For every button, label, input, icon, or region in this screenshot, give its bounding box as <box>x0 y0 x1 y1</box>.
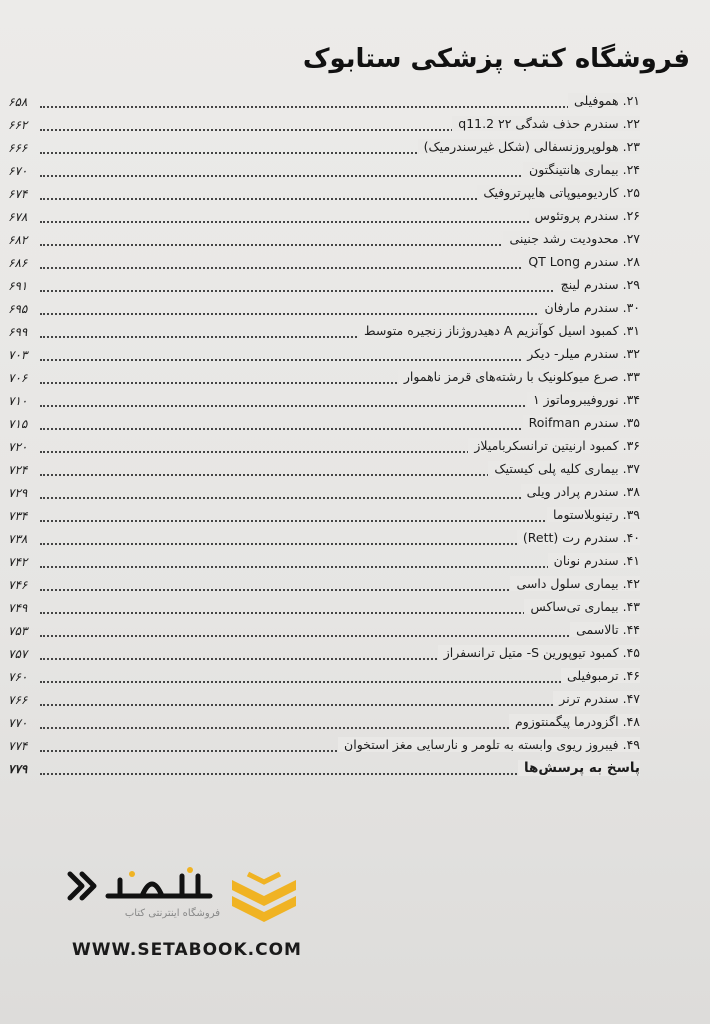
toc-entry-title: پاسخ به پرسش‌ها <box>518 760 640 776</box>
toc-page-number: ۶۶۶ <box>8 141 28 155</box>
toc-page-number: ۷۵۳ <box>8 624 28 638</box>
toc-page-number: ۶۹۱ <box>8 279 28 293</box>
toc-entry-title: ۴۴. تالاسمی <box>570 622 640 637</box>
setabook-logo-icon <box>230 870 298 926</box>
toc-entry-title: ۲۶. سندرم پروتئوس <box>529 208 640 223</box>
toc-page-number: ۷۶۰ <box>8 670 28 684</box>
toc-dot-leader <box>40 635 640 637</box>
toc-entry <box>0 230 640 253</box>
toc-entry <box>0 483 640 506</box>
toc-entry <box>0 529 640 552</box>
toc-entry <box>0 161 640 184</box>
toc-page-number: ۷۱۵ <box>8 417 28 431</box>
page-title: فروشگاه کتب پزشکی ستابوک <box>302 44 690 74</box>
toc-entry <box>0 138 640 161</box>
toc-entry-title: ۴۶. ترمبوفیلی <box>561 668 640 683</box>
toc-entry-title: ۴۹. فیبروز ریوی وابسته به تلومر و نارسایی مغز استخوان <box>338 737 640 752</box>
toc-entry <box>0 368 640 391</box>
toc-entry-title: ۲۱. هموفیلی <box>568 93 640 108</box>
toc-entry <box>0 184 640 207</box>
toc-entry-title: ۳۵. سندرم Roifman <box>523 415 640 430</box>
toc-page-number: ۷۴۹ <box>8 601 28 615</box>
toc-entry-title: ۴۲. بیماری سلول داسی <box>510 576 640 591</box>
toc-entry <box>0 575 640 598</box>
toc-entry <box>0 552 640 575</box>
toc-entry-title: ۳۶. کمبود ارنیتین ترانسکرباميلاز <box>468 438 640 453</box>
toc-entry <box>0 414 640 437</box>
toc-entry-title: ۳۷. بیماری کلیه پلی کیستیک <box>488 461 640 476</box>
toc-entry-title: ۳۳. صرع میوکلونیک با رشته‌های قرمز ناهموار <box>398 369 640 384</box>
toc-entry <box>0 713 640 736</box>
toc-entry <box>0 460 640 483</box>
toc-page-number: ۶۷۸ <box>8 210 28 224</box>
toc-entry-title: ۳۹. رتینوبلاستوما <box>547 507 640 522</box>
toc-page-number: ۷۴۲ <box>8 555 28 569</box>
toc-dot-leader <box>40 704 640 706</box>
toc-page-number: ۷۴۶ <box>8 578 28 592</box>
toc-entry <box>0 667 640 690</box>
toc-page-number: ۶۹۹ <box>8 325 28 339</box>
toc-page-number: ۷۷۹ <box>8 762 28 776</box>
toc-page-number: ۷۲۴ <box>8 463 28 477</box>
toc-page-number: ۶۶۲ <box>8 118 28 132</box>
toc-entry-title: ۴۰. سندرم رت (Rett) <box>517 530 640 545</box>
toc-page-number: ۶۸۶ <box>8 256 28 270</box>
toc-entry-title: ۴۸. اگزودرما پیگمنتوزوم <box>509 714 640 729</box>
toc-entry-title: ۴۳. بیماری تی‌ساکس <box>524 599 640 614</box>
toc-entry-title: ۲۹. سندرم لینچ <box>555 277 640 292</box>
toc-entry <box>0 345 640 368</box>
toc-entry <box>0 207 640 230</box>
toc-page-number: ۷۱۰ <box>8 394 28 408</box>
toc-entry <box>0 299 640 322</box>
toc-entry <box>0 276 640 299</box>
toc-entry <box>0 644 640 667</box>
toc-page-number: ۷۰۶ <box>8 371 28 385</box>
toc-entry-title: ۳۲. سندرم میلر- دیکر <box>521 346 640 361</box>
toc-page-number: ۷۲۹ <box>8 486 28 500</box>
toc-dot-leader <box>40 106 640 108</box>
toc-entry <box>0 391 640 414</box>
toc-page-number: ۷۲۰ <box>8 440 28 454</box>
toc-page-number: ۶۹۵ <box>8 302 28 316</box>
brand-url: WWW.SETABOOK.COM <box>72 940 302 960</box>
toc-entry-title: ۲۴. بیماری هانتینگتون <box>523 162 640 177</box>
toc-entry <box>0 253 640 276</box>
table-of-contents <box>0 92 640 782</box>
toc-entry-title: ۴۷. سندرم ترنر <box>553 691 640 706</box>
toc-entry-title: ۴۵. کمبود تیوپورین S- متیل ترانسفراز <box>438 645 640 660</box>
toc-entry <box>0 92 640 115</box>
toc-page-number: ۷۰۳ <box>8 348 28 362</box>
toc-entry <box>0 736 640 759</box>
toc-page-number: ۷۷۰ <box>8 716 28 730</box>
toc-entry <box>0 115 640 138</box>
toc-entry-title: ۳۴. نوروفیبروماتوز ۱ <box>527 392 640 407</box>
toc-entry <box>0 437 640 460</box>
toc-entry-title: ۴۱. سندرم نونان <box>548 553 640 568</box>
toc-entry <box>0 690 640 713</box>
toc-entry-title: ۲۲. سندرم حذف شدگی q11.2 ۲۲ <box>452 116 640 131</box>
toc-entry <box>0 621 640 644</box>
toc-page-number: ۶۷۴ <box>8 187 28 201</box>
toc-entry-title: ۳۱. کمبود اسیل کوآنزیم A دهیدروژناز زنجیره متوسط <box>358 323 640 338</box>
toc-dot-leader <box>40 681 640 683</box>
toc-entry <box>0 322 640 345</box>
toc-entry-title: ۳۸. سندرم پرادر ویلی <box>521 484 640 499</box>
toc-entry <box>0 506 640 529</box>
toc-page-number: ۷۳۸ <box>8 532 28 546</box>
setabook-wordmark <box>60 862 230 912</box>
toc-page-number: ۶۷۰ <box>8 164 28 178</box>
brand-tagline: فروشگاه اینترنتی کتاب <box>124 908 220 919</box>
toc-entry <box>0 598 640 621</box>
toc-entry-title: ۲۵. کاردیومیوپاتی هایپرتروفیک <box>477 185 640 200</box>
toc-page-number: ۶۸۲ <box>8 233 28 247</box>
toc-dot-leader <box>40 290 640 292</box>
toc-page-number: ۷۳۴ <box>8 509 28 523</box>
toc-page-number: ۷۵۷ <box>8 647 28 661</box>
toc-entry-title: ۲۸. سندرم QT Long <box>522 254 640 269</box>
toc-entry-title: ۲۳. هولوپروزنسفالی (شکل غیرسندرمیک) <box>418 139 640 154</box>
toc-page-number: ۷۶۶ <box>8 693 28 707</box>
toc-page-number: ۶۵۸ <box>8 95 28 109</box>
toc-entry-title: ۲۷. محدودیت رشد جنینی <box>503 231 640 246</box>
toc-page-number: ۷۷۴ <box>8 739 28 753</box>
toc-entry <box>0 759 640 782</box>
toc-entry-title: ۳۰. سندرم مارفان <box>539 300 640 315</box>
